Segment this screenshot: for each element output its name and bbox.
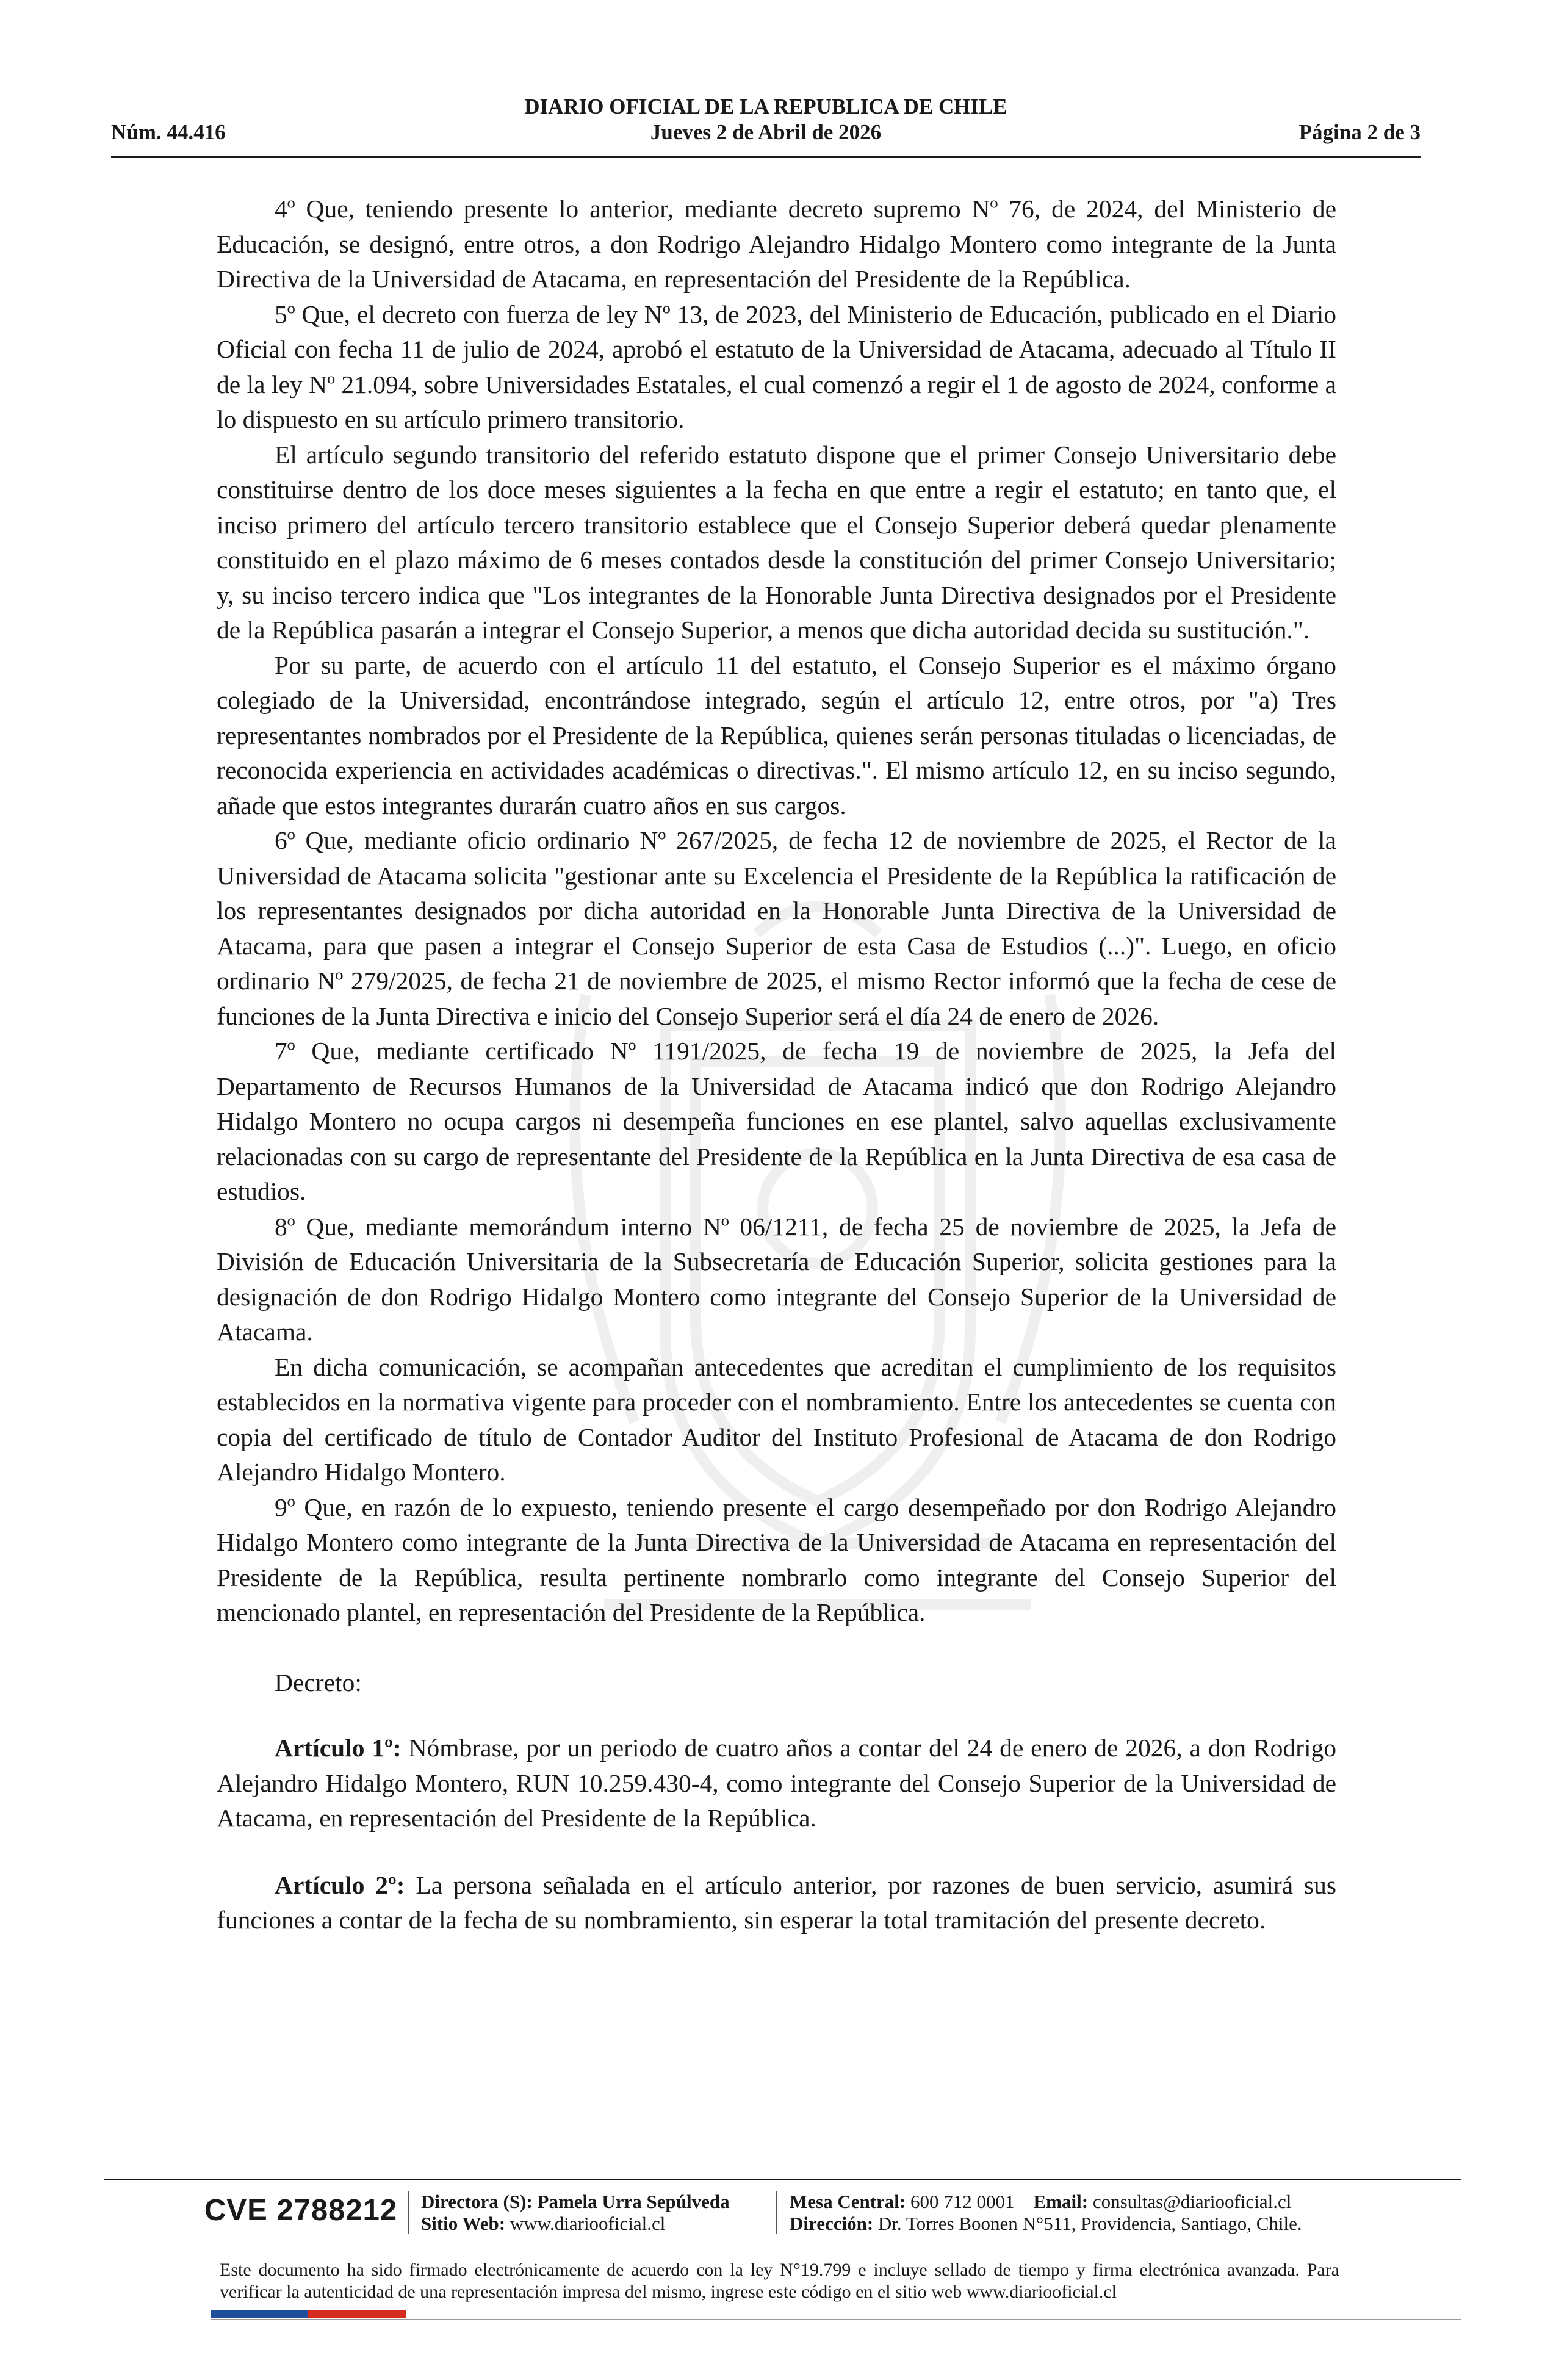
web-link[interactable]: www.diariooficial.cl bbox=[510, 2213, 666, 2234]
footer-bottom-line bbox=[211, 2319, 1461, 2320]
decreto-label: Decreto: bbox=[275, 1668, 362, 1697]
phone-label: Mesa Central: bbox=[790, 2191, 906, 2212]
page-indicator: Página 2 de 3 bbox=[1298, 120, 1421, 144]
address-label: Dirección: bbox=[790, 2213, 874, 2234]
footer-separator bbox=[776, 2191, 777, 2234]
paragraph-5: 5º Que, el decreto con fuerza de ley Nº 13, de 2023, del Ministerio de Educación, publicado en el Diario Oficial con fecha 11 de julio de 2024, aprobó el estatuto de la Universidad de Atacama, adecuado al Título II de la ley Nº 21.094, sobre Universidades Estatales, el cual comenzó a regir el 1 de agosto de 2024, conforme a lo dispuesto en su artículo primero transitorio. bbox=[217, 300, 1336, 433]
article-1 bbox=[217, 1731, 1336, 1836]
paragraph-9: 9º Que, en razón de lo expuesto, teniendo presente el cargo desempeñado por don Rodrigo Alejandro Hidalgo Montero como integrante de la Junta Directiva de la Universidad de Atacama en representación del Presidente de la República, resulta pertinente nombrarlo como integrante del Consejo Superior del mencionado plantel, en representación del Presidente de la República. bbox=[217, 1493, 1336, 1626]
article-1-text: Nómbrase, por un periodo de cuatro años a contar del 24 de enero de 2026, a don Rodrigo Alejandro Hidalgo Montero, RUN 10.259.430-4, como integrante del Consejo Superior de la Universidad de Atacama, en representación del Presidente de la República. bbox=[217, 1734, 1336, 1832]
paragraph-6: 6º Que, mediante oficio ordinario Nº 267/2025, de fecha 12 de noviembre de 2025, el Rector de la Universidad de Atacama solicita "gestionar ante su Excelencia el Presidente de la República la ratificación de los representantes designados por dicha autoridad en la Honorable Junta Directiva de la Universidad de Atacama, para que pasen a integrar el Consejo Superior de esta Casa de Estudios (...)". Luego, en oficio ordinario Nº 279/2025, de fecha 21 de noviembre de 2025, el mismo Rector informó que la fecha de cese de funciones de la Junta Directiva e inicio del Consejo Superior será el día 24 de enero de 2026. bbox=[217, 826, 1336, 1030]
paragraph-5-estatuto: Por su parte, de acuerdo con el artículo 11 del estatuto, el Consejo Superior es el máximo órgano colegiado de la Universidad, encontrándose integrado, según el artículo 12, entre otros, por "a) Tres representantes nombrados por el Presidente de la República, quienes serán personas tituladas o licenciadas, de reconocida experiencia en actividades académicas o directivas.". El mismo artículo 12, en su inciso segundo, añade que estos integrantes durarán cuatro años en sus cargos. bbox=[217, 651, 1336, 820]
address-value: Dr. Torres Boonen N°511, Providencia, Santiago, Chile. bbox=[877, 2213, 1302, 2234]
cve-code: CVE 2788212 bbox=[204, 2194, 398, 2227]
article-2 bbox=[217, 1868, 1336, 1938]
paragraph-8-antecedentes: En dicha comunicación, se acompañan antecedentes que acreditan el cumplimiento de los requisitos establecidos en la normativa vigente para proceder con el nombramiento. Entre los antecedentes se cuenta con copia del certificado de título de Contador Auditor del Instituto Profesional de Atacama de don Rodrigo Alejandro Hidalgo Montero. bbox=[217, 1352, 1336, 1486]
footer-separator bbox=[408, 2191, 409, 2234]
issue-number: Núm. 44.416 bbox=[111, 120, 226, 144]
flag-bar-red bbox=[308, 2310, 406, 2318]
header-row bbox=[111, 119, 1421, 146]
email-link[interactable]: consultas@diariooficial.cl bbox=[1092, 2191, 1292, 2212]
flag-bar-blue bbox=[211, 2310, 308, 2318]
footer-divider bbox=[104, 2179, 1461, 2180]
director-label: Directora (S): bbox=[421, 2191, 533, 2212]
phone-value: 600 712 0001 bbox=[910, 2191, 1015, 2212]
director-name: Pamela Urra Sepúlveda bbox=[537, 2191, 730, 2212]
paragraph-5-transitorio: El artículo segundo transitorio del referido estatuto dispone que el primer Consejo Universitario debe constituirse dentro de los doce meses siguientes a la fecha en que entre a regir el estatuto; en tanto que, el inciso primero del artículo tercero transitorio establece que el Consejo Superior deberá quedar plenamente constituido en el plazo máximo de 6 meses contados desde la constitución del primer Consejo Universitario; y, su inciso tercero indica que "Los integrantes de la Honorable Junta Directiva designados por el Presidente de la República pasarán a integrar el Consejo Superior, a menos que dicha autoridad decida su sustitución.". bbox=[217, 440, 1336, 644]
signature-notice: Este documento ha sido firmado electrónicamente de acuerdo con la ley N°19.799 e incluye sellado de tiempo y firma electrónica avanzada. Para verificar la autenticidad de una representación impresa del mismo, ingrese este código en el sitio web www.diariooficial.cl bbox=[220, 2260, 1339, 2302]
header-divider bbox=[111, 156, 1421, 158]
footer-director-block bbox=[421, 2191, 730, 2235]
article-2-text: La persona señalada en el artículo anterior, por razones de buen servicio, asumirá sus funciones a contar de la fecha de su nombramiento, sin esperar la total tramitación del presente decreto. bbox=[217, 1870, 1336, 1934]
paragraph-8: 8º Que, mediante memorándum interno Nº 06/1211, de fecha 25 de noviembre de 2025, la Jefa de División de Educación Universitaria de la Subsecretaría de Educación Superior, solicita gestiones para la designación de don Rodrigo Hidalgo Montero como integrante del Consejo Superior de la Universidad de Atacama. bbox=[217, 1212, 1336, 1346]
publication-title: DIARIO OFICIAL DE LA REPUBLICA DE CHILE bbox=[524, 95, 1007, 118]
email-label: Email: bbox=[1033, 2191, 1089, 2212]
paragraph-4: 4º Que, teniendo presente lo anterior, mediante decreto supremo Nº 76, de 2024, del Ministerio de Educación, se designó, entre otros, a don Rodrigo Alejandro Hidalgo Montero como integrante de la Junta Directiva de la Universidad de Atacama, en representación del Presidente de la República. bbox=[217, 195, 1336, 293]
decree-body bbox=[217, 192, 1336, 1938]
footer-contact-block bbox=[790, 2191, 1302, 2235]
web-label: Sitio Web: bbox=[421, 2213, 506, 2234]
article-2-label: Artículo 2º: bbox=[275, 1870, 405, 1899]
article-1-label: Artículo 1º: bbox=[275, 1734, 402, 1762]
paragraph-7: 7º Que, mediante certificado Nº 1191/2025, de fecha 19 de noviembre de 2025, la Jefa del Departamento de Recursos Humanos de la Universidad de Atacama indicó que don Rodrigo Alejandro Hidalgo Montero no ocupa cargos ni desempeña funciones en ese plantel, salvo aquellas exclusivamente relacionadas con su cargo de representante del Presidente de la República en la Junta Directiva de esa casa de estudios. bbox=[217, 1037, 1336, 1205]
issue-date: Jueves 2 de Abril de 2026 bbox=[650, 120, 882, 144]
page-header bbox=[111, 95, 1421, 146]
